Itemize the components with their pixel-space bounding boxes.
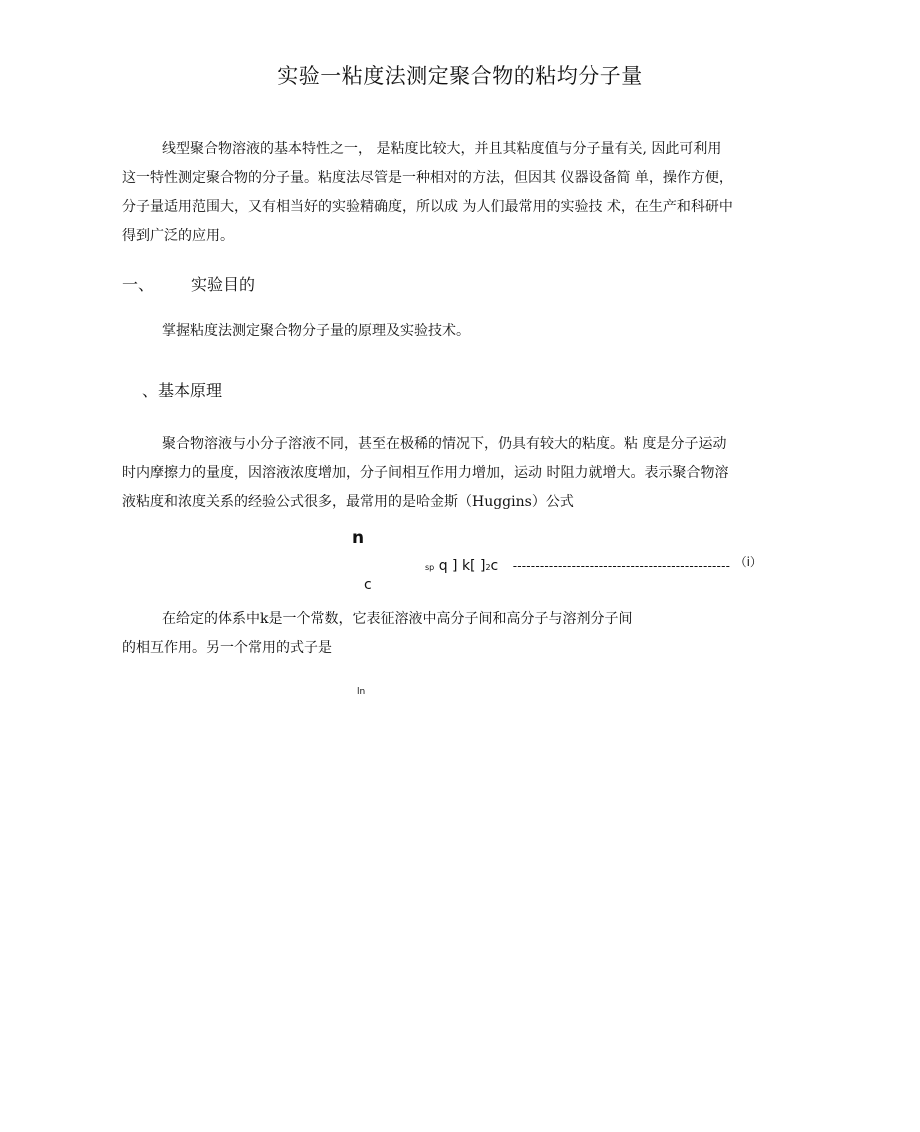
formula1-expression [425, 557, 762, 574]
formula1-sub-sp: sp [425, 563, 435, 572]
page-title: 实验一粘度法测定聚合物的粘均分子量 [277, 64, 643, 88]
paragraph3 [122, 605, 786, 663]
section2-line-3: 液粘度和浓度关系的经验公式很多，最常用的是哈金斯（Huggins）公式 [122, 494, 574, 510]
section2-line-2: 时内摩擦力的量度，因溶液浓度增加，分子间相互作用力增加，运动 时阻力就增大。表示聚合物溶 [122, 465, 729, 481]
intro-line-2: 这一特性测定聚合物的分子量。粘度法尽管是一种相对的方法，但因其 仪器设备简 单，操作方便， [122, 170, 733, 186]
paragraph3-line-2: 的相互作用。另一个常用的式子是 [122, 640, 332, 656]
section1-body [122, 317, 786, 346]
formula1-denominator: c [364, 577, 372, 593]
intro-paragraph [122, 135, 786, 251]
paragraph3-line-1: 在给定的体系中k是一个常数，它表征溶液中高分子间和高分子与溶剂分子间 [162, 611, 633, 627]
formula1-eq-number: （i） [734, 555, 762, 569]
intro-line-1: 线型聚合物溶液的基本特性之一， 是粘度比较大，并且其粘度值与分子量有关, 因此可利用 [162, 141, 722, 157]
section2-title: 、基本原理 [142, 381, 223, 400]
formula1-dashes: ------------------------------------------------ [512, 559, 731, 573]
formula1-tail: c [490, 558, 499, 574]
section2-line-1: 聚合物溶液与小分子溶液不同，甚至在极稀的情况下，仍具有较大的粘度。粘 度是分子运动 [162, 436, 727, 452]
section2-paragraph [122, 430, 786, 517]
formula1-sub-2: 2 [485, 563, 491, 572]
formula2-ln: ln [357, 687, 366, 697]
section1-number: 一、 [122, 275, 155, 294]
intro-line-4: 得到广泛的应用。 [122, 228, 234, 244]
section1-title: 实验目的 [191, 275, 256, 294]
section1-body-line: 掌握粘度法测定聚合物分子量的原理及实验技术。 [162, 323, 470, 339]
formula1-body: q ] k[ ] [438, 558, 486, 574]
intro-line-3: 分子量适用范围大，又有相当好的实验精确度，所以成 为人们最常用的实验技 术，在生产和科研中 [122, 199, 733, 215]
formula1-numerator: n [352, 528, 365, 548]
